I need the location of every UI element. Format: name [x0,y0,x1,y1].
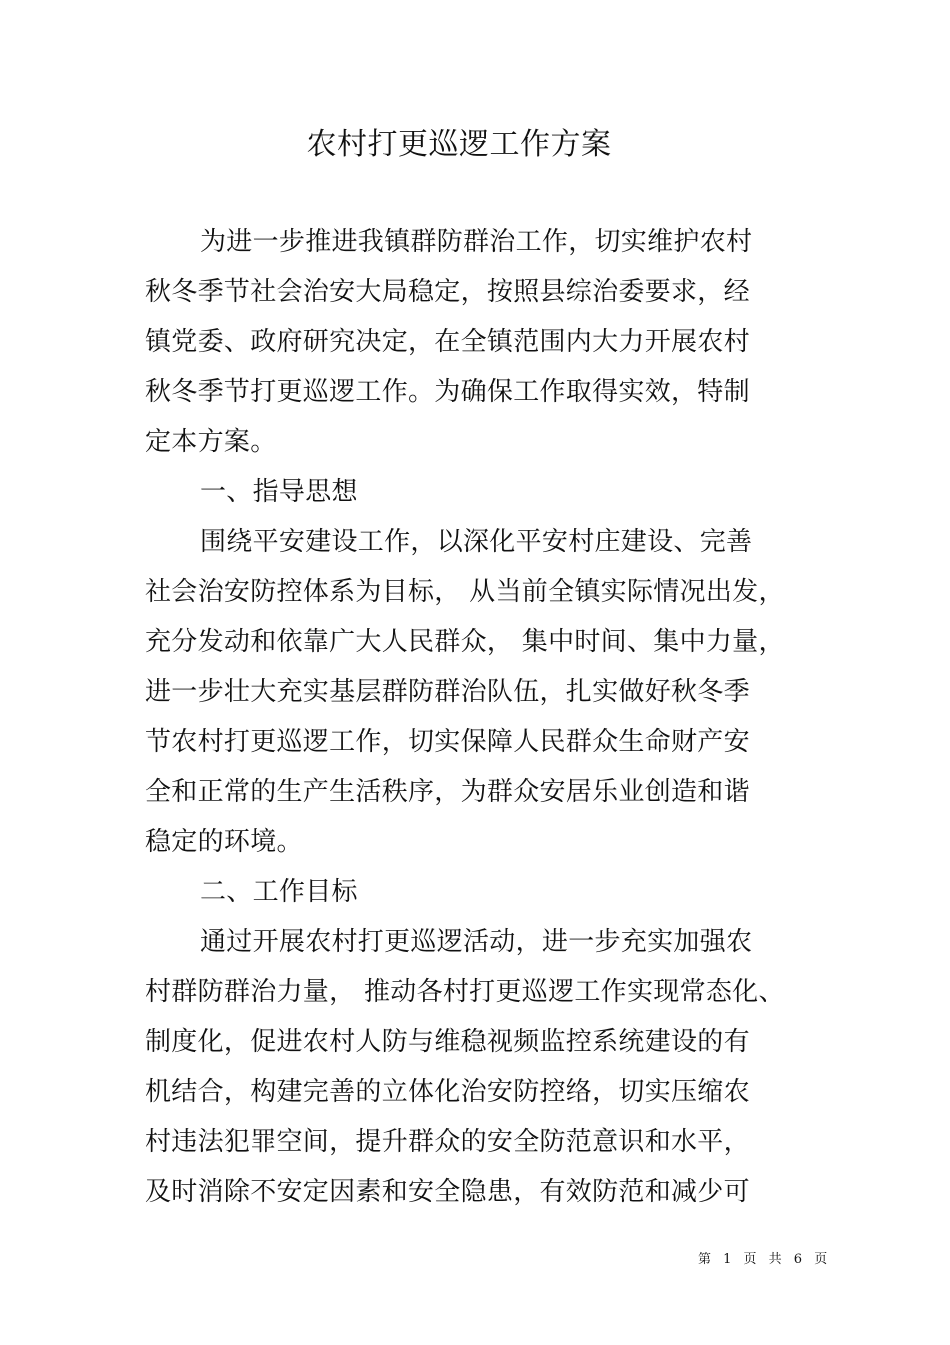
paragraph-line: 充分发动和依靠广大人民群众， 集中时间、集中力量， [145,627,785,657]
paragraph-line: 秋冬季节社会治安大局稳定，按照县综治委要求，经 [145,277,750,307]
paragraph-line: 为进一步推进我镇群防群治工作，切实维护农村 [200,227,753,257]
paragraph-line: 全和正常的生产生活秩序，为群众安居乐业创造和谐 [145,777,750,807]
paragraph-line: 进一步壮大充实基层群防群治队伍，扎实做好秋冬季 [145,677,750,707]
paragraph-line: 秋冬季节打更巡逻工作。为确保工作取得实效，特制 [145,377,750,407]
paragraph-line: 稳定的环境。 [145,827,303,857]
paragraph-line: 机结合，构建完善的立体化治安防控络，切实压缩农 [145,1077,750,1107]
paragraph-line: 制度化，促进农村人防与维稳视频监控系统建设的有 [145,1027,750,1057]
paragraph-line: 村群防群治力量， 推动各村打更巡逻工作实现常态化、 [145,977,785,1007]
paragraph-line: 及时消除不安定因素和安全隐患，有效防范和减少可 [145,1177,750,1207]
paragraph-line: 围绕平安建设工作，以深化平安村庄建设、完善 [200,527,753,557]
paragraph-line: 定本方案。 [145,427,277,457]
page-number: 第 1 页 共 6 页 [698,1252,832,1267]
section-heading: 一、指导思想 [200,477,358,507]
paragraph-line: 村违法犯罪空间，提升群众的安全防范意识和水平， [145,1127,750,1157]
paragraph-line: 节农村打更巡逻工作，切实保障人民群众生命财产安 [145,727,750,757]
section-heading: 二、工作目标 [200,877,358,907]
paragraph-line: 镇党委、政府研究决定，在全镇范围内大力开展农村 [145,327,750,357]
document-title: 农村打更巡逻工作方案 [306,127,612,162]
paragraph-line: 社会治安防控体系为目标， 从当前全镇实际情况出发， [145,577,785,607]
paragraph-line: 通过开展农村打更巡逻活动，进一步充实加强农 [200,927,753,957]
